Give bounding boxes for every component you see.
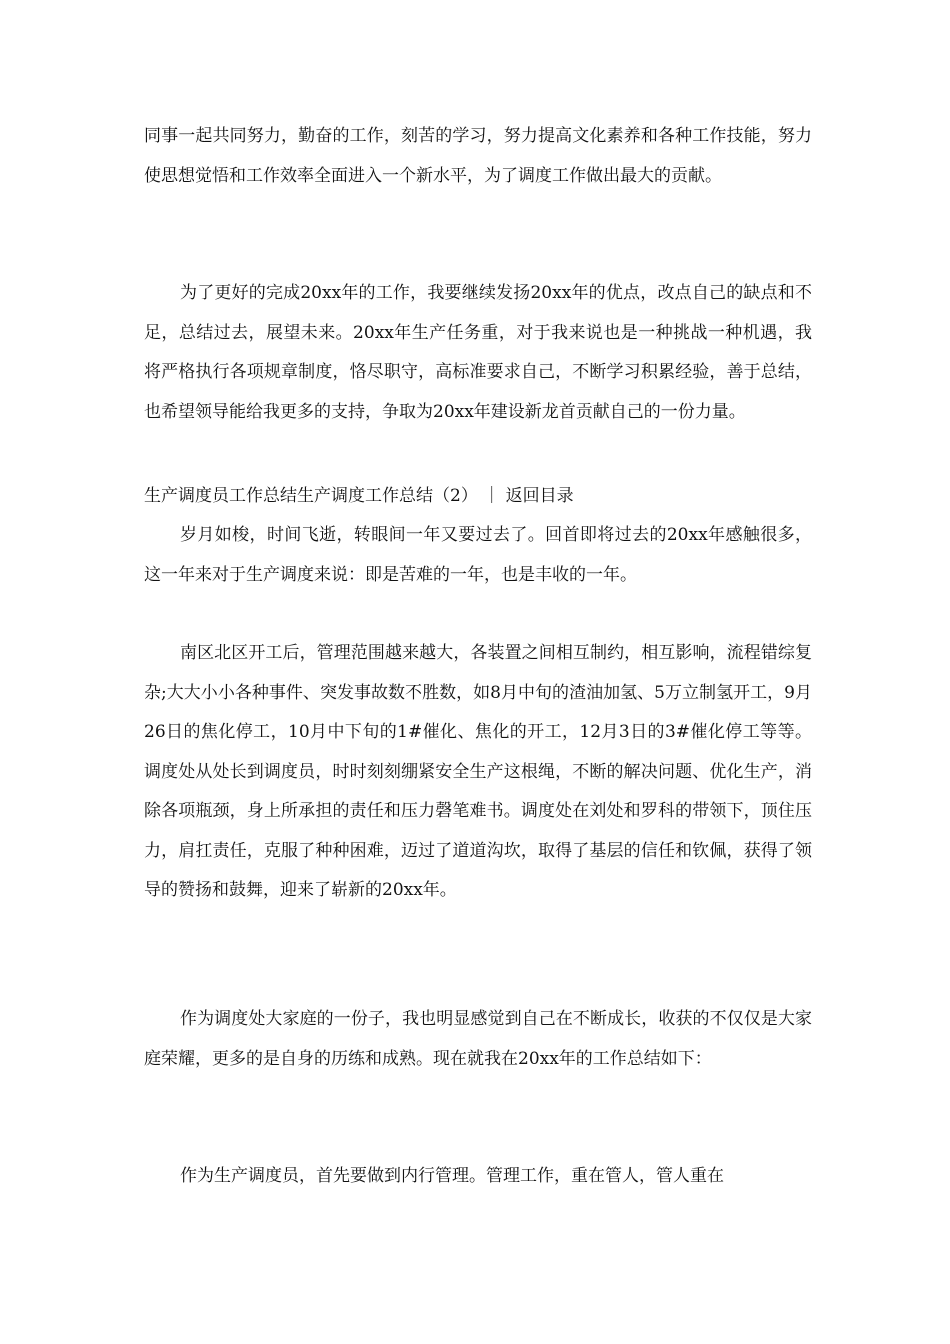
paragraph-intro: 岁月如梭，时间飞逝，转眼间一年又要过去了。回首即将过去的20xx年感触很多，这一年来对于生产调度来说：即是苦难的一年，也是丰收的一年。 xyxy=(144,525,812,585)
section-heading xyxy=(144,484,812,508)
heading-separator: ｜ xyxy=(483,486,501,506)
back-to-toc-link[interactable]: 返回目录 xyxy=(505,486,574,506)
paragraph-plans: 为了更好的完成20xx年的工作，我要继续发扬20xx年的优点，改点自己的缺点和不足，总结过去，展望未来。20xx年生产任务重，对于我来说也是一种挑战一种机遇，我将严格执行各项规章制度，恪尽职守，高标准要求自己，不断学习积累经验，善于总结，也希望领导能给我更多的支持，争取为20xx年建设新龙首贡献自己的一份力量。 xyxy=(144,283,812,422)
paragraph-management: 作为生产调度员，首先要做到内行管理。管理工作，重在管人，管人重在 xyxy=(180,1166,724,1186)
paragraph-growth: 作为调度处大家庭的一份子，我也明显感觉到自己在不断成长，收获的不仅仅是大家庭荣耀，更多的是自身的历练和成熟。现在就我在20xx年的工作总结如下： xyxy=(144,1009,812,1069)
paragraph-continuation: 同事一起共同努力，勤奋的工作，刻苦的学习，努力提高文化素养和各种工作技能，努力使思想觉悟和工作效率全面进入一个新水平，为了调度工作做出最大的贡献。 xyxy=(144,126,812,186)
section-title: 生产调度员工作总结生产调度工作总结（2） xyxy=(144,486,478,506)
paragraph-events: 南区北区开工后，管理范围越来越大，各装置之间相互制约，相互影响，流程错综复杂;大大小小各种事件、突发事故数不胜数，如8月中旬的渣油加氢、5万立制氢开工，9月26日的焦化停工，10月中下旬的1#催化、焦化的开工，12月3日的3#催化停工等等。调度处从处长到调度员，时时刻刻绷紧安全生产这根绳，不断的解决问题、优化生产，消除各项瓶颈，身上所承担的责任和压力磬笔难书。调度处在刘处和罗科的带领下，顶住压力，肩扛责任，克服了种种困难，迈过了道道沟坎，取得了基层的信任和钦佩，获得了领导的赞扬和鼓舞，迎来了崭新的20xx年。 xyxy=(144,643,812,900)
